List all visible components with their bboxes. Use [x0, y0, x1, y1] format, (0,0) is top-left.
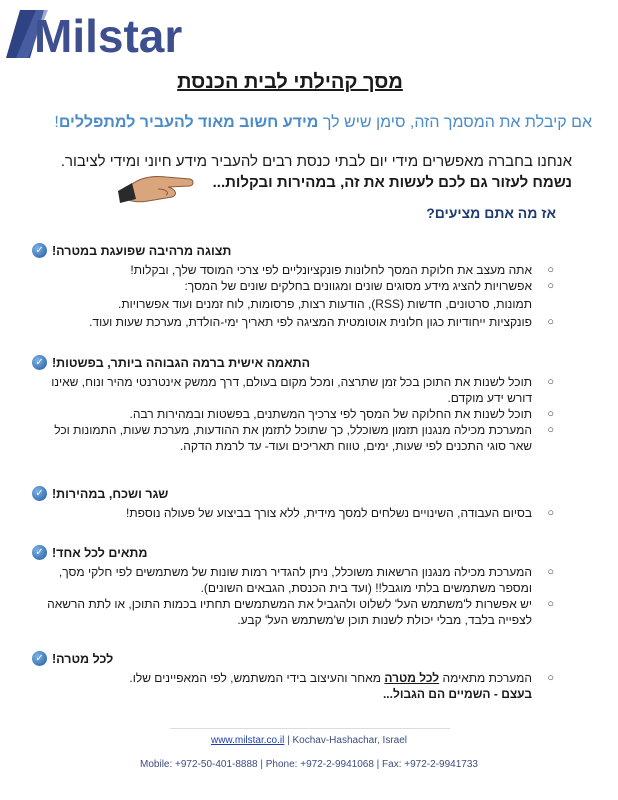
- list-item: ○ יש אפשרות ל'משתמש העל' לשלוט ולהגביל את המשתמשים תחתיו בכמות התוכן, או לתת הרשאה לצפייה בלבד, מבלי יכולת לשנות תוכן ש'משתמש העל' קבע.: [47, 597, 554, 627]
- intro-line2: אנחנו בחברה מאפשרים מידי יום לבתי כנסת רבים להעביר מידע חיוני ומידי לציבור.: [60, 153, 572, 170]
- list-item: ○ המערכת מכילה מנגנון תזמון משוכלל, כך שתוכל לתזמן את ההודעות, מערכת שעות, התמונות וכל שאר סוגי התכנים לפי שעות, ימים, טווח תאריכים ועוד- עד לרמת הדקה.: [54, 423, 554, 453]
- section-heading-text: מתאים לכל אחד!: [52, 545, 148, 560]
- svg-text:Milstar: Milstar: [34, 10, 183, 60]
- circle-bullet-icon: ○: [547, 280, 554, 292]
- section-heading: [32, 355, 546, 370]
- circle-bullet-icon: ○: [547, 408, 554, 420]
- list-item: ○ פונקציות ייחודיות כגון חלונית אוטומטית המציגה לפי תאריך ימי-הולדת, מערכת שעות ועוד.: [89, 315, 554, 329]
- list-item: ○ אתה מעצב את חלוקת המסך לחלונות פונקציונליים לפי צרכי המוסד שלך, ובקלות!: [130, 263, 554, 277]
- section-list: [32, 262, 554, 330]
- list-item: ○ תוכל לשנות את החלוקה של המסך לפי צרכיך המשתנים, בפשטות ובמהירות רבה.: [129, 407, 554, 421]
- list-item: ○ אפשרויות להציג מידע מסוגים שונים ומגוונים בחלקים שונים של המסך:: [184, 279, 554, 293]
- website-link[interactable]: www.milstar.co.il: [210, 735, 285, 746]
- check-circle-icon: ✓: [32, 486, 47, 501]
- footer-contact: Mobile: +972-50-401-8888 | Phone: +972-2-9941068 | Fax: +972-2-9941733: [140, 759, 478, 770]
- section-list: [32, 374, 554, 454]
- question-heading: אז מה אתם מציעים?: [426, 205, 556, 221]
- intro-line3: נשמח לעזור גם לכם לעשות את זה, במהירות ובקלות...: [212, 174, 572, 191]
- section-heading-text: לכל מטרה!: [52, 651, 114, 666]
- section-heading: [32, 486, 546, 501]
- section-send-forget: [32, 486, 554, 521]
- footer-divider: [170, 728, 450, 729]
- circle-bullet-icon: ○: [547, 507, 554, 519]
- section-heading-text: שגר ושכח, במהירות!: [52, 486, 169, 501]
- section-display: [32, 243, 554, 330]
- section-heading: [32, 243, 546, 258]
- intro-line1-bold: מידע חשוב מאוד להעביר למתפללים: [58, 114, 319, 131]
- circle-bullet-icon: ○: [547, 264, 554, 276]
- section-customization: [32, 355, 554, 454]
- section-heading-text: התאמה אישית ברמה הגבוהה ביותר, בפשטות!: [52, 355, 311, 370]
- footer-address: [0, 735, 618, 746]
- section-for-everyone: [32, 545, 554, 628]
- check-circle-icon: ✓: [32, 355, 47, 370]
- intro-body: [12, 151, 572, 193]
- milstar-logo: [6, 8, 188, 60]
- circle-bullet-icon: ○: [547, 598, 554, 610]
- page-title: מסך קהילתי לבית הכנסת: [177, 71, 403, 93]
- intro-line1-plain: אם קיבלת את המסמך הזה, סימן שיש לך: [318, 114, 592, 131]
- list-item: ○ המערכת מכילה מנגנון הרשאות משוכלל, ניתן להגדיר רמות שונות של משתמשים לפי חלקי מסך, ומספר משתמשים בלתי מוגבל!! (ועד בית הכנסת, הגבאים השונים).: [58, 565, 554, 595]
- circle-bullet-icon: ○: [547, 316, 554, 328]
- circle-bullet-icon: ○: [547, 566, 554, 578]
- intro-line1-end: !: [54, 114, 59, 131]
- section-list: [32, 670, 554, 702]
- check-circle-icon: ✓: [32, 651, 47, 666]
- closing-line: בעצם - השמיים הם הגבול...: [382, 687, 532, 701]
- section-heading: [32, 651, 546, 666]
- check-circle-icon: ✓: [32, 243, 47, 258]
- section-list: [32, 505, 554, 521]
- emphasis-any-purpose: לכל מטרה: [384, 671, 440, 685]
- list-item: ○ תוכל לשנות את התוכן בכל זמן שתרצה, ומכל מקום בעולם, דרך ממשק אינטרנטי מהיר ונוח, שאינו דורש ידע מוקדם.: [51, 375, 554, 405]
- footer-location: | Kochav-Hashachar, Israel: [284, 735, 407, 746]
- section-any-purpose: [32, 651, 554, 702]
- check-circle-icon: ✓: [32, 545, 47, 560]
- circle-bullet-icon: ○: [547, 672, 554, 684]
- section-list: [32, 564, 554, 628]
- intro-highlight: [12, 114, 592, 132]
- circle-bullet-icon: ○: [547, 376, 554, 388]
- section-heading: [32, 545, 546, 560]
- circle-bullet-icon: ○: [547, 424, 554, 436]
- hand-icon: [118, 165, 196, 207]
- list-item: ○ המערכת מתאימה לכל מטרה מאחר והעיצוב בידי המשתמש, לפי המאפיינים שלו.: [129, 671, 554, 685]
- list-item: ○ בסיום העבודה, השינויים נשלחים למסך מידית, ללא צורך בביצוע של פעולה נוספת!: [126, 506, 554, 520]
- list-item: תמונות, סרטונים, חדשות (RSS), הודעות רצות, פרסומות, לוח זמנים ועוד אפשרויות.: [118, 297, 532, 311]
- section-heading-text: תצוגה מרהיבה שפועגת במטרה!: [52, 243, 232, 258]
